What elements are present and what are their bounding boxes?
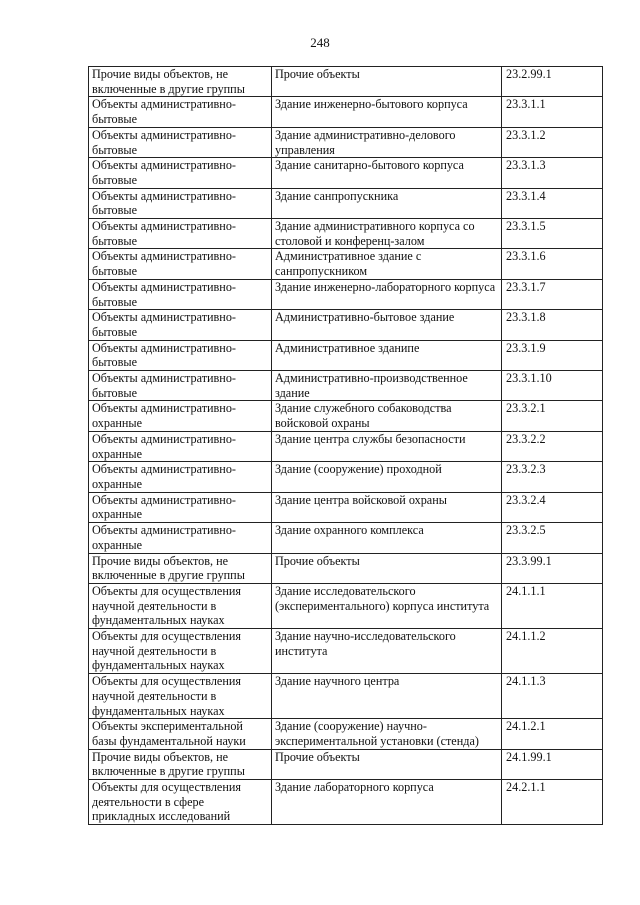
table-row bbox=[89, 340, 603, 370]
object-name-cell: Прочие объекты bbox=[272, 553, 502, 583]
object-group-cell: Объекты для осуществления научной деятельности в фундаментальных науках bbox=[89, 674, 272, 719]
object-code-cell: 23.2.99.1 bbox=[502, 67, 603, 97]
table-row bbox=[89, 629, 603, 674]
object-name-cell: Здание центра службы безопасности bbox=[272, 431, 502, 461]
table-row bbox=[89, 219, 603, 249]
object-code-cell: 24.1.99.1 bbox=[502, 749, 603, 779]
object-group-cell: Объекты административно-бытовые bbox=[89, 371, 272, 401]
table-row bbox=[89, 97, 603, 127]
object-name-cell: Здание инженерно-бытового корпуса bbox=[272, 97, 502, 127]
object-group-cell: Прочие виды объектов, не включенные в другие группы bbox=[89, 749, 272, 779]
object-group-cell: Объекты административно-бытовые bbox=[89, 188, 272, 218]
object-code-cell: 23.3.1.8 bbox=[502, 310, 603, 340]
table-row bbox=[89, 371, 603, 401]
object-name-cell: Здание (сооружение) научно-экспериментальной установки (стенда) bbox=[272, 719, 502, 749]
object-name-cell: Здание (сооружение) проходной bbox=[272, 462, 502, 492]
table-row bbox=[89, 279, 603, 309]
object-group-cell: Объекты административно-охранные bbox=[89, 523, 272, 553]
object-group-cell: Объекты административно-бытовые bbox=[89, 158, 272, 188]
object-code-cell: 23.3.1.1 bbox=[502, 97, 603, 127]
object-name-cell: Здание санпропускника bbox=[272, 188, 502, 218]
table-row bbox=[89, 310, 603, 340]
object-name-cell: Административное зданипе bbox=[272, 340, 502, 370]
object-name-cell: Административное здание с санпропускником bbox=[272, 249, 502, 279]
object-code-cell: 23.3.2.2 bbox=[502, 431, 603, 461]
object-name-cell: Административно-производственное здание bbox=[272, 371, 502, 401]
table-row bbox=[89, 67, 603, 97]
object-group-cell: Объекты административно-охранные bbox=[89, 431, 272, 461]
object-code-cell: 23.3.1.6 bbox=[502, 249, 603, 279]
table-row bbox=[89, 553, 603, 583]
table-body bbox=[89, 67, 603, 825]
object-code-cell: 23.3.1.5 bbox=[502, 219, 603, 249]
object-group-cell: Прочие виды объектов, не включенные в другие группы bbox=[89, 67, 272, 97]
object-code-cell: 23.3.2.5 bbox=[502, 523, 603, 553]
object-group-cell: Объекты административно-бытовые bbox=[89, 97, 272, 127]
object-name-cell: Здание научного центра bbox=[272, 674, 502, 719]
object-name-cell: Здание лабораторного корпуса bbox=[272, 780, 502, 825]
object-name-cell: Здание административно-делового управления bbox=[272, 127, 502, 157]
table-row bbox=[89, 158, 603, 188]
object-group-cell: Объекты административно-бытовые bbox=[89, 279, 272, 309]
object-code-cell: 24.1.1.3 bbox=[502, 674, 603, 719]
object-name-cell: Здание охранного комплекса bbox=[272, 523, 502, 553]
table-row bbox=[89, 462, 603, 492]
object-group-cell: Объекты административно-охранные bbox=[89, 492, 272, 522]
object-group-cell: Объекты для осуществления деятельности в сфере прикладных исследований bbox=[89, 780, 272, 825]
object-group-cell: Объекты административно-бытовые bbox=[89, 249, 272, 279]
object-name-cell: Прочие объекты bbox=[272, 749, 502, 779]
object-code-cell: 24.2.1.1 bbox=[502, 780, 603, 825]
table-row bbox=[89, 674, 603, 719]
object-code-cell: 23.3.1.2 bbox=[502, 127, 603, 157]
object-code-cell: 23.3.99.1 bbox=[502, 553, 603, 583]
object-code-cell: 23.3.2.4 bbox=[502, 492, 603, 522]
object-name-cell: Здание исследовательского (экспериментального) корпуса института bbox=[272, 583, 502, 628]
object-code-cell: 23.3.1.7 bbox=[502, 279, 603, 309]
object-group-cell: Объекты административно-бытовые bbox=[89, 219, 272, 249]
object-code-cell: 23.3.1.3 bbox=[502, 158, 603, 188]
object-name-cell: Здание санитарно-бытового корпуса bbox=[272, 158, 502, 188]
table-row bbox=[89, 188, 603, 218]
object-group-cell: Объекты административно-бытовые bbox=[89, 310, 272, 340]
object-name-cell: Здание административного корпуса со столовой и конференц-залом bbox=[272, 219, 502, 249]
object-group-cell: Объекты административно-бытовые bbox=[89, 340, 272, 370]
object-name-cell: Административно-бытовое здание bbox=[272, 310, 502, 340]
object-name-cell: Здание инженерно-лабораторного корпуса bbox=[272, 279, 502, 309]
object-name-cell: Прочие объекты bbox=[272, 67, 502, 97]
object-name-cell: Здание научно-исследовательского института bbox=[272, 629, 502, 674]
table-row bbox=[89, 431, 603, 461]
table-row bbox=[89, 401, 603, 431]
object-code-cell: 24.1.1.1 bbox=[502, 583, 603, 628]
table-row bbox=[89, 127, 603, 157]
classification-table bbox=[88, 66, 603, 825]
table-row bbox=[89, 583, 603, 628]
table-row bbox=[89, 749, 603, 779]
object-group-cell: Объекты административно-бытовые bbox=[89, 127, 272, 157]
object-code-cell: 23.3.1.10 bbox=[502, 371, 603, 401]
object-code-cell: 24.1.2.1 bbox=[502, 719, 603, 749]
object-group-cell: Объекты экспериментальной базы фундаментальной науки bbox=[89, 719, 272, 749]
object-name-cell: Здание центра войсковой охраны bbox=[272, 492, 502, 522]
object-group-cell: Объекты административно-охранные bbox=[89, 401, 272, 431]
object-code-cell: 23.3.2.1 bbox=[502, 401, 603, 431]
table-row bbox=[89, 719, 603, 749]
object-group-cell: Объекты административно-охранные bbox=[89, 462, 272, 492]
object-group-cell: Объекты для осуществления научной деятельности в фундаментальных науках bbox=[89, 629, 272, 674]
object-code-cell: 24.1.1.2 bbox=[502, 629, 603, 674]
page-number: 248 bbox=[310, 35, 330, 50]
object-group-cell: Прочие виды объектов, не включенные в другие группы bbox=[89, 553, 272, 583]
object-code-cell: 23.3.1.9 bbox=[502, 340, 603, 370]
object-group-cell: Объекты для осуществления научной деятельности в фундаментальных науках bbox=[89, 583, 272, 628]
table-row bbox=[89, 492, 603, 522]
object-code-cell: 23.3.2.3 bbox=[502, 462, 603, 492]
object-code-cell: 23.3.1.4 bbox=[502, 188, 603, 218]
table-row bbox=[89, 780, 603, 825]
object-name-cell: Здание служебного собаководства войсковой охраны bbox=[272, 401, 502, 431]
table-row bbox=[89, 523, 603, 553]
table-row bbox=[89, 249, 603, 279]
